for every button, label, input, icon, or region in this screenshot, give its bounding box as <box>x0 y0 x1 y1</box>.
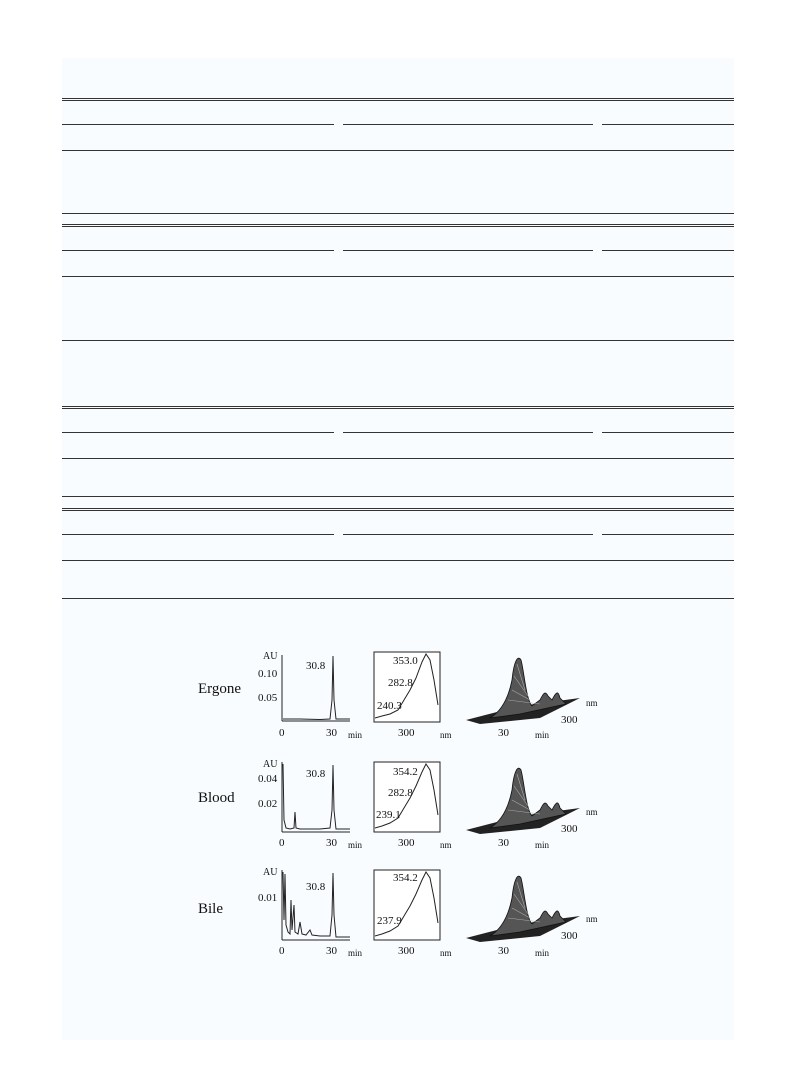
spectrum-max-label: 354.2 <box>393 872 418 884</box>
y-tick-label: 0.01 <box>258 892 278 904</box>
row-label: Ergone <box>198 681 242 697</box>
wl-unit-label: nm <box>586 698 598 708</box>
x-tick-label: 30 <box>326 837 337 849</box>
time-unit-label: min <box>535 730 550 740</box>
x-tick-label: 300 <box>398 727 415 739</box>
x-unit-label: min <box>348 948 363 958</box>
peak-label: 30.8 <box>306 768 326 780</box>
x-tick-label: 300 <box>398 945 415 957</box>
wl-tick-label: 300 <box>561 823 578 835</box>
time-unit-label: min <box>535 948 550 958</box>
row-label: Blood <box>198 790 235 806</box>
wl-unit-label: nm <box>586 807 598 817</box>
row-label: Bile <box>198 901 223 917</box>
x-tick-label: 30 <box>326 945 337 957</box>
wl-unit-label: nm <box>586 914 598 924</box>
spectrum-max-label: 354.2 <box>393 766 418 778</box>
time-tick-label: 30 <box>498 945 509 957</box>
spectrum-panel <box>374 870 452 958</box>
spectrum-low-label: 240.3 <box>377 700 402 712</box>
surface-3d-panel <box>466 768 598 850</box>
x-tick-label: 0 <box>279 837 285 849</box>
y-tick-label: 0.04 <box>258 773 278 785</box>
x-tick-label: 30 <box>326 727 337 739</box>
y-tick-label: 0.10 <box>258 668 278 680</box>
x-tick-label: 0 <box>279 727 285 739</box>
spectrum-mid-label: 282.8 <box>388 787 413 799</box>
chromatogram-panel <box>258 759 363 850</box>
peak-label: 30.8 <box>306 660 326 672</box>
x-unit-label: min <box>348 730 363 740</box>
chromatogram-panel <box>258 867 363 958</box>
figure-row-ergone <box>198 651 598 740</box>
figure-row-bile <box>198 867 598 958</box>
peak-label: 30.8 <box>306 881 326 893</box>
x-unit-label: nm <box>440 948 452 958</box>
x-tick-label: 0 <box>279 945 285 957</box>
x-tick-label: 300 <box>398 837 415 849</box>
x-unit-label: nm <box>440 730 452 740</box>
spectrum-low-label: 239.1 <box>376 809 401 821</box>
y-unit-label: AU <box>263 759 278 770</box>
surface-3d-panel <box>466 658 598 740</box>
y-tick-label: 0.05 <box>258 692 278 704</box>
spectrum-panel <box>374 762 452 850</box>
spectrum-max-label: 353.0 <box>393 655 418 667</box>
spectrum-panel <box>374 652 452 740</box>
time-unit-label: min <box>535 840 550 850</box>
y-unit-label: AU <box>263 867 278 878</box>
time-tick-label: 30 <box>498 727 509 739</box>
y-tick-label: 0.02 <box>258 798 278 810</box>
wl-tick-label: 300 <box>561 930 578 942</box>
surface-3d-panel <box>466 876 598 958</box>
x-unit-label: min <box>348 840 363 850</box>
y-unit-label: AU <box>263 651 278 662</box>
x-unit-label: nm <box>440 840 452 850</box>
wl-tick-label: 300 <box>561 714 578 726</box>
figure-row-blood <box>198 759 598 850</box>
spectrum-mid-label: 282.8 <box>388 677 413 689</box>
chromatogram-panel <box>258 651 363 740</box>
time-tick-label: 30 <box>498 837 509 849</box>
spectrum-low-label: 237.9 <box>377 915 402 927</box>
